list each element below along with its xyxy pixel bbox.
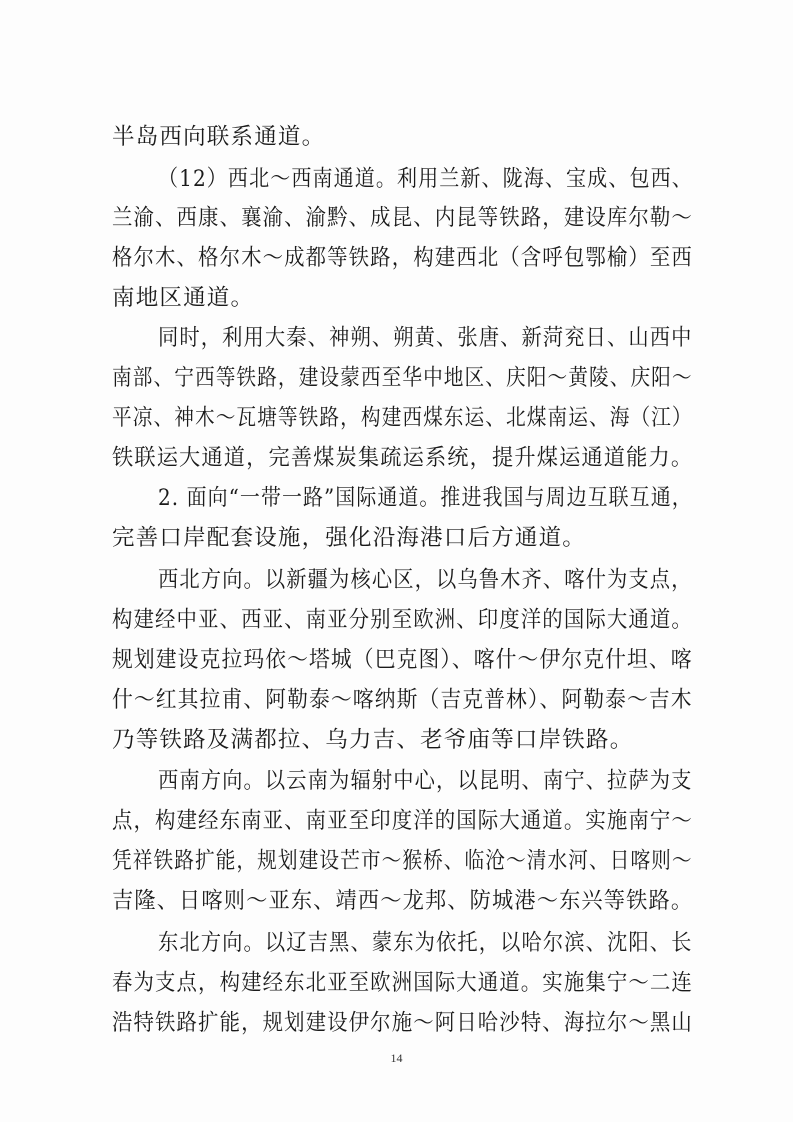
text-line: 构建经中亚、西亚、南亚分别至欧洲、印度洋的国际大通道。 <box>112 607 693 633</box>
text-line: 铁联运大通道，完善煤炭集疏运系统，提升煤运通道能力。 <box>112 445 694 471</box>
text-line: 平凉、神木～瓦塘等铁路，构建西煤东运、北煤南运、海（江） <box>112 405 693 431</box>
text-line: 东北方向。以辽吉黑、蒙东为依托，以哈尔滨、沈阳、长 <box>158 930 693 956</box>
text-line: 南地区通道。 <box>112 285 255 311</box>
text-line: 乃等铁路及满都拉、乌力吉、老爷庙等口岸铁路。 <box>112 727 634 753</box>
text-line: 规划建设克拉玛依～塔城（巴克图）、喀什～伊尔克什坦、喀 <box>112 647 693 673</box>
text-line: 什～红其拉甫、阿勒泰～喀纳斯（吉克普林）、阿勒泰～吉木 <box>112 687 693 713</box>
text-line: 完善口岸配套设施，强化沿海港口后方通道。 <box>112 525 587 551</box>
text-line: 同时，利用大秦、神朔、朔黄、张唐、新菏兖日、山西中 <box>158 325 693 351</box>
text-line: 凭祥铁路扩能，规划建设芒市～猴桥、临沧～清水河、日喀则～ <box>112 848 693 874</box>
text-line: 吉隆、日喀则～亚东、靖西～龙邦、防城港～东兴等铁路。 <box>112 888 694 914</box>
text-line: 点，构建经东南亚、南亚至印度洋的国际大通道。实施南宁～ <box>112 808 693 834</box>
text-line: （12）西北～西南通道。利用兰新、陇海、宝成、包西、 <box>158 166 693 192</box>
section-heading-line: 2. 面向“一带一路”国际通道。推进我国与周边互联互通， <box>158 485 693 511</box>
text-line: 半岛西向联系通道。 <box>112 124 326 150</box>
text-line: 春为支点，构建经东北亚至欧洲国际大通道。实施集宁～二连 <box>112 970 693 996</box>
text-line: 兰渝、西康、襄渝、渝黔、成昆、内昆等铁路，建设库尔勒～ <box>112 205 693 231</box>
text-line: 西南方向。以云南为辐射中心，以昆明、南宁、拉萨为支 <box>158 768 693 794</box>
text-line: 西北方向。以新疆为核心区，以乌鲁木齐、喀什为支点， <box>158 567 693 593</box>
text-line: 浩特铁路扩能，规划建设伊尔施～阿日哈沙特、海拉尔～黑山 <box>112 1010 693 1036</box>
text-line: 南部、宁西等铁路，建设蒙西至华中地区、庆阳～黄陵、庆阳～ <box>112 365 693 391</box>
page-number: 14 <box>390 1051 403 1065</box>
text-line: 格尔木、格尔木～成都等铁路，构建西北（含呼包鄂榆）至西 <box>112 245 693 271</box>
